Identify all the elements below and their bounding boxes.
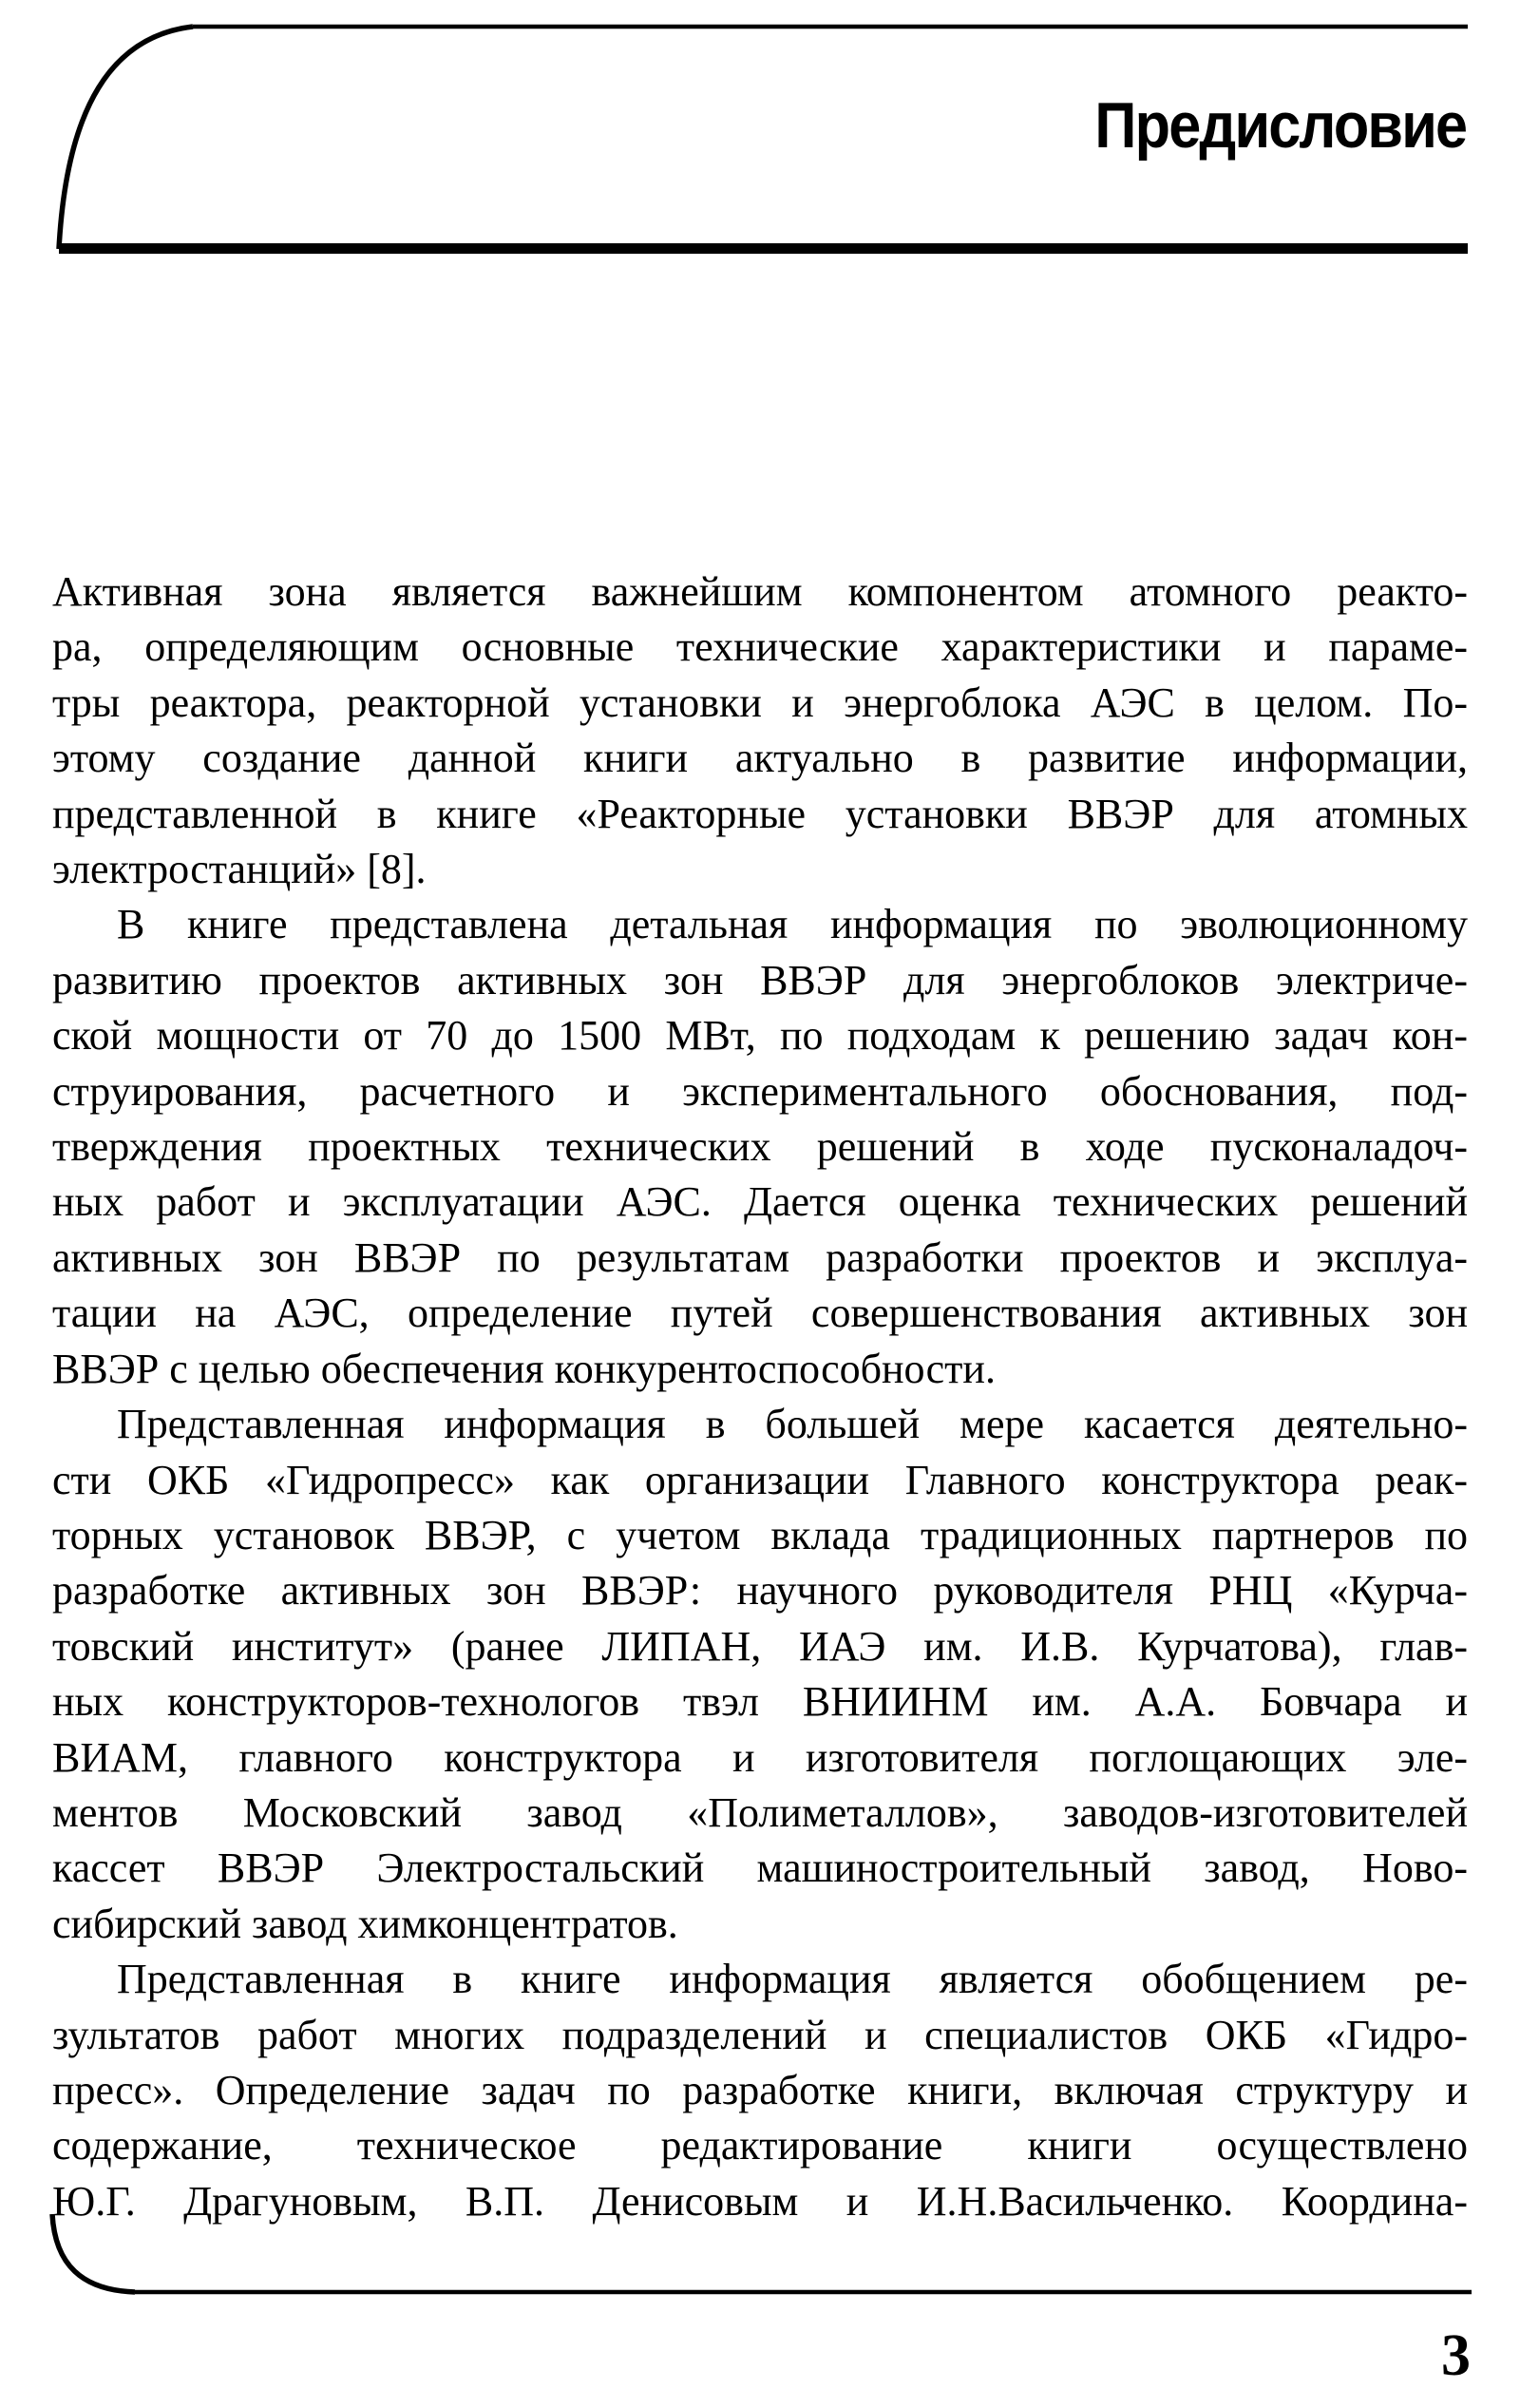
text-line: сти ОКБ «Гидропресс» как организации Главного конструктора реак- <box>52 1456 1468 1503</box>
page-number: 3 <box>1441 2323 1471 2388</box>
text-line: зультатов работ многих подразделений и специалистов ОКБ «Гидро- <box>52 2011 1468 2058</box>
text-line: пресс». Определение задач по разработке книги, включая структуру и <box>52 2066 1468 2113</box>
text-line: представленной в книге «Реакторные установки ВВЭР для атомных <box>52 790 1468 837</box>
text-line: ных конструкторов-технологов твэл ВНИИНМ им. А.А. Бовчара и <box>52 1678 1468 1726</box>
text-line: тры реактора, реакторной установки и энергоблока АЭС в целом. По- <box>52 678 1468 726</box>
text-line: сибирский завод химконцентратов. <box>52 1900 678 1947</box>
text-line: Представленная в книге информация является обобщением ре- <box>117 1956 1468 2003</box>
text-line: развитию проектов активных зон ВВЭР для энергоблоков электриче- <box>52 956 1468 1003</box>
text-line: тверждения проектных технических решений в ходе пусконаладоч- <box>52 1123 1468 1171</box>
text-line: торных установок ВВЭР, с учетом вклада традиционных партнеров по <box>52 1511 1468 1558</box>
text-line: Представленная информация в большей мере касается деятельно- <box>117 1401 1468 1448</box>
body-text <box>52 564 1468 2229</box>
text-line: активных зон ВВЭР по результатам разработки проектов и эксплуа- <box>52 1233 1468 1281</box>
text-line: ных работ и эксплуатации АЭС. Дается оценка технических решений <box>52 1178 1468 1226</box>
text-line: тации на АЭС, определение путей совершенствования активных зон <box>52 1290 1468 1337</box>
text-line: этому создание данной книги актуально в развитие информации, <box>52 735 1468 782</box>
text-line: ской мощности от 70 до 1500 МВт, по подходам к решению задач кон- <box>52 1012 1468 1060</box>
page-title: Предисловие <box>1094 89 1466 162</box>
text-line: ра, определяющим основные технические характеристики и параме- <box>52 623 1468 671</box>
text-line: кассет ВВЭР Электростальский машиностроительный завод, Ново- <box>52 1844 1468 1892</box>
text-line: Ю.Г. Драгуновым, В.П. Денисовым и И.Н.Васильченко. Координа- <box>52 2177 1468 2225</box>
text-line: струирования, расчетного и экспериментального обоснования, под- <box>52 1067 1468 1115</box>
text-line: ВВЭР с целью обеспечения конкурентоспособности. <box>52 1345 996 1392</box>
top-left-corner-curve <box>59 27 193 249</box>
header-thick-rule <box>59 243 1468 254</box>
text-line: В книге представлена детальная информация по эволюционному <box>117 901 1468 948</box>
text-line: ВИАМ, главного конструктора и изготовителя поглощающих эле- <box>52 1733 1468 1781</box>
text-line: ментов Московский завод «Полиметаллов», заводов-изготовителей <box>52 1788 1468 1836</box>
text-line: товский институт» (ранее ЛИПАН, ИАЭ им. И.В. Курчатова), глав- <box>52 1622 1468 1670</box>
text-line: содержание, техническое редактирование книги осуществлено <box>52 2122 1468 2169</box>
text-line: разработке активных зон ВВЭР: научного руководителя РНЦ «Курча- <box>52 1567 1468 1615</box>
text-line: электростанций» [8]. <box>52 846 427 893</box>
text-line: Активная зона является важнейшим компонентом атомного реакто- <box>52 568 1468 615</box>
